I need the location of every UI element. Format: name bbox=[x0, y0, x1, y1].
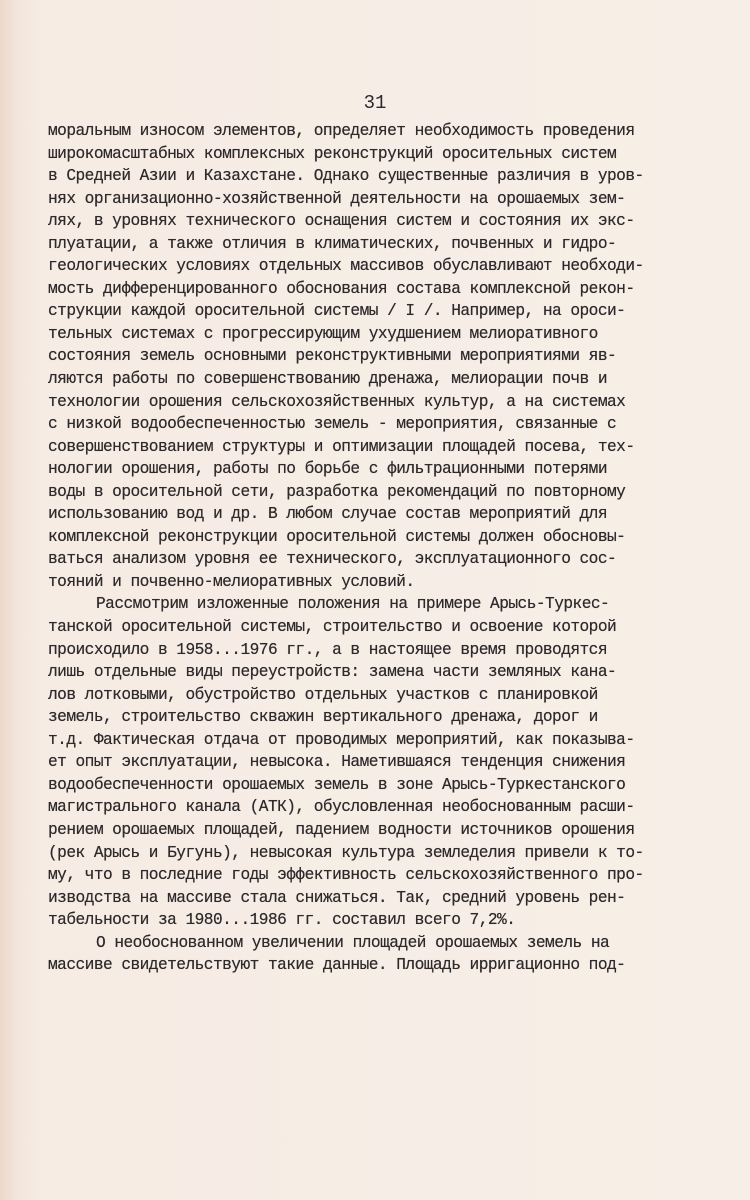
text-line: лях, в уровнях технического оснащения систем и состояния их экс- bbox=[48, 212, 635, 231]
body-text bbox=[48, 120, 728, 977]
text-line: широкомасштабных комплексных реконструкций оросительных систем bbox=[48, 144, 617, 163]
text-line: происходило в 1958...1976 гг., а в настоящее время проводятся bbox=[48, 640, 608, 659]
text-line: мость дифференцированного обоснования состава комплексной рекон- bbox=[48, 279, 635, 298]
text-line: водообеспеченности орошаемых земель в зоне Арысь-Туркестанского bbox=[48, 775, 626, 794]
text-line: табельности за 1980...1986 гг. составил всего 7,2%. bbox=[48, 911, 516, 930]
text-line: рением орошаемых площадей, падением водности источников орошения bbox=[48, 820, 635, 839]
text-line: технологии орошения сельскохозяйственных культур, а на системах bbox=[48, 392, 626, 411]
text-line: воды в оросительной сети, разработка рекомендаций по повторному bbox=[48, 482, 626, 501]
text-line: (рек Арысь и Бугунь), невысокая культура земледелия привели к то- bbox=[48, 843, 644, 862]
text-line: нях организационно-хозяйственной деятельности на орошаемых зем- bbox=[48, 189, 626, 208]
text-line: тояний и почвенно-мелиоративных условий. bbox=[48, 572, 415, 591]
text-line: совершенствованием структуры и оптимизации площадей посева, тех- bbox=[48, 437, 635, 456]
text-line: состояния земель основными реконструктивными мероприятиями яв- bbox=[48, 347, 617, 366]
text-line: моральным износом элементов, определяет необходимость проведения bbox=[48, 122, 635, 140]
paragraph-first-line: Рассмотрим изложенные положения на примере Арысь-Туркес- bbox=[96, 595, 610, 614]
text-line: лов лотковыми, обустройство отдельных участков с планировкой bbox=[48, 685, 598, 704]
text-line: ляются работы по совершенствованию дренажа, мелиорации почв и bbox=[48, 370, 608, 389]
text-line: массиве свидетельствуют такие данные. Площадь ирригационно под- bbox=[48, 956, 626, 975]
text-line: плуатации, а также отличия в климатических, почвенных и гидро- bbox=[48, 234, 617, 253]
text-line: струкции каждой оросительной системы / I /. Например, на ороси- bbox=[48, 302, 626, 321]
text-line: комплексной реконструкции оросительной системы должен обосновы- bbox=[48, 527, 626, 546]
text-line: танской оросительной системы, строительство и освоение которой bbox=[48, 618, 617, 637]
text-line: нологии орошения, работы по борьбе с фильтрационными потерями bbox=[48, 460, 608, 479]
text-line: изводства на массиве стала снижаться. Так, средний уровень рен- bbox=[48, 888, 626, 907]
text-line: ваться анализом уровня ее технического, эксплуатационного сос- bbox=[48, 550, 617, 569]
text-line: му, что в последние годы эффективность сельскохозяйственного про- bbox=[48, 866, 644, 885]
text-line: геологических условиях отдельных массивов обуславливают необходи- bbox=[48, 257, 644, 276]
paragraph-first-line: О необоснованном увеличении площадей орошаемых земель на bbox=[96, 933, 610, 952]
text-line: т.д. Фактическая отдача от проводимых мероприятий, как показыва- bbox=[48, 730, 635, 749]
text-line: лишь отдельные виды переустройств: замена части земляных кана- bbox=[48, 663, 617, 682]
text-line: с низкой водообеспеченностью земель - мероприятия, связанные с bbox=[48, 415, 617, 434]
text-line: тельных системах с прогрессирующим ухудшением мелиоративного bbox=[48, 324, 598, 343]
text-line: в Средней Азии и Казахстане. Однако существенные различия в уров- bbox=[48, 167, 644, 186]
text-line: земель, строительство скважин вертикального дренажа, дорог и bbox=[48, 708, 598, 727]
text-line: магистрального канала (АТК), обусловленная необоснованным расши- bbox=[48, 798, 635, 817]
text-line: использованию вод и др. В любом случае состав мероприятий для bbox=[48, 505, 608, 524]
page-number: 31 bbox=[363, 92, 387, 114]
text-line: ет опыт эксплуатации, невысока. Наметившаяся тенденция снижения bbox=[48, 753, 626, 772]
